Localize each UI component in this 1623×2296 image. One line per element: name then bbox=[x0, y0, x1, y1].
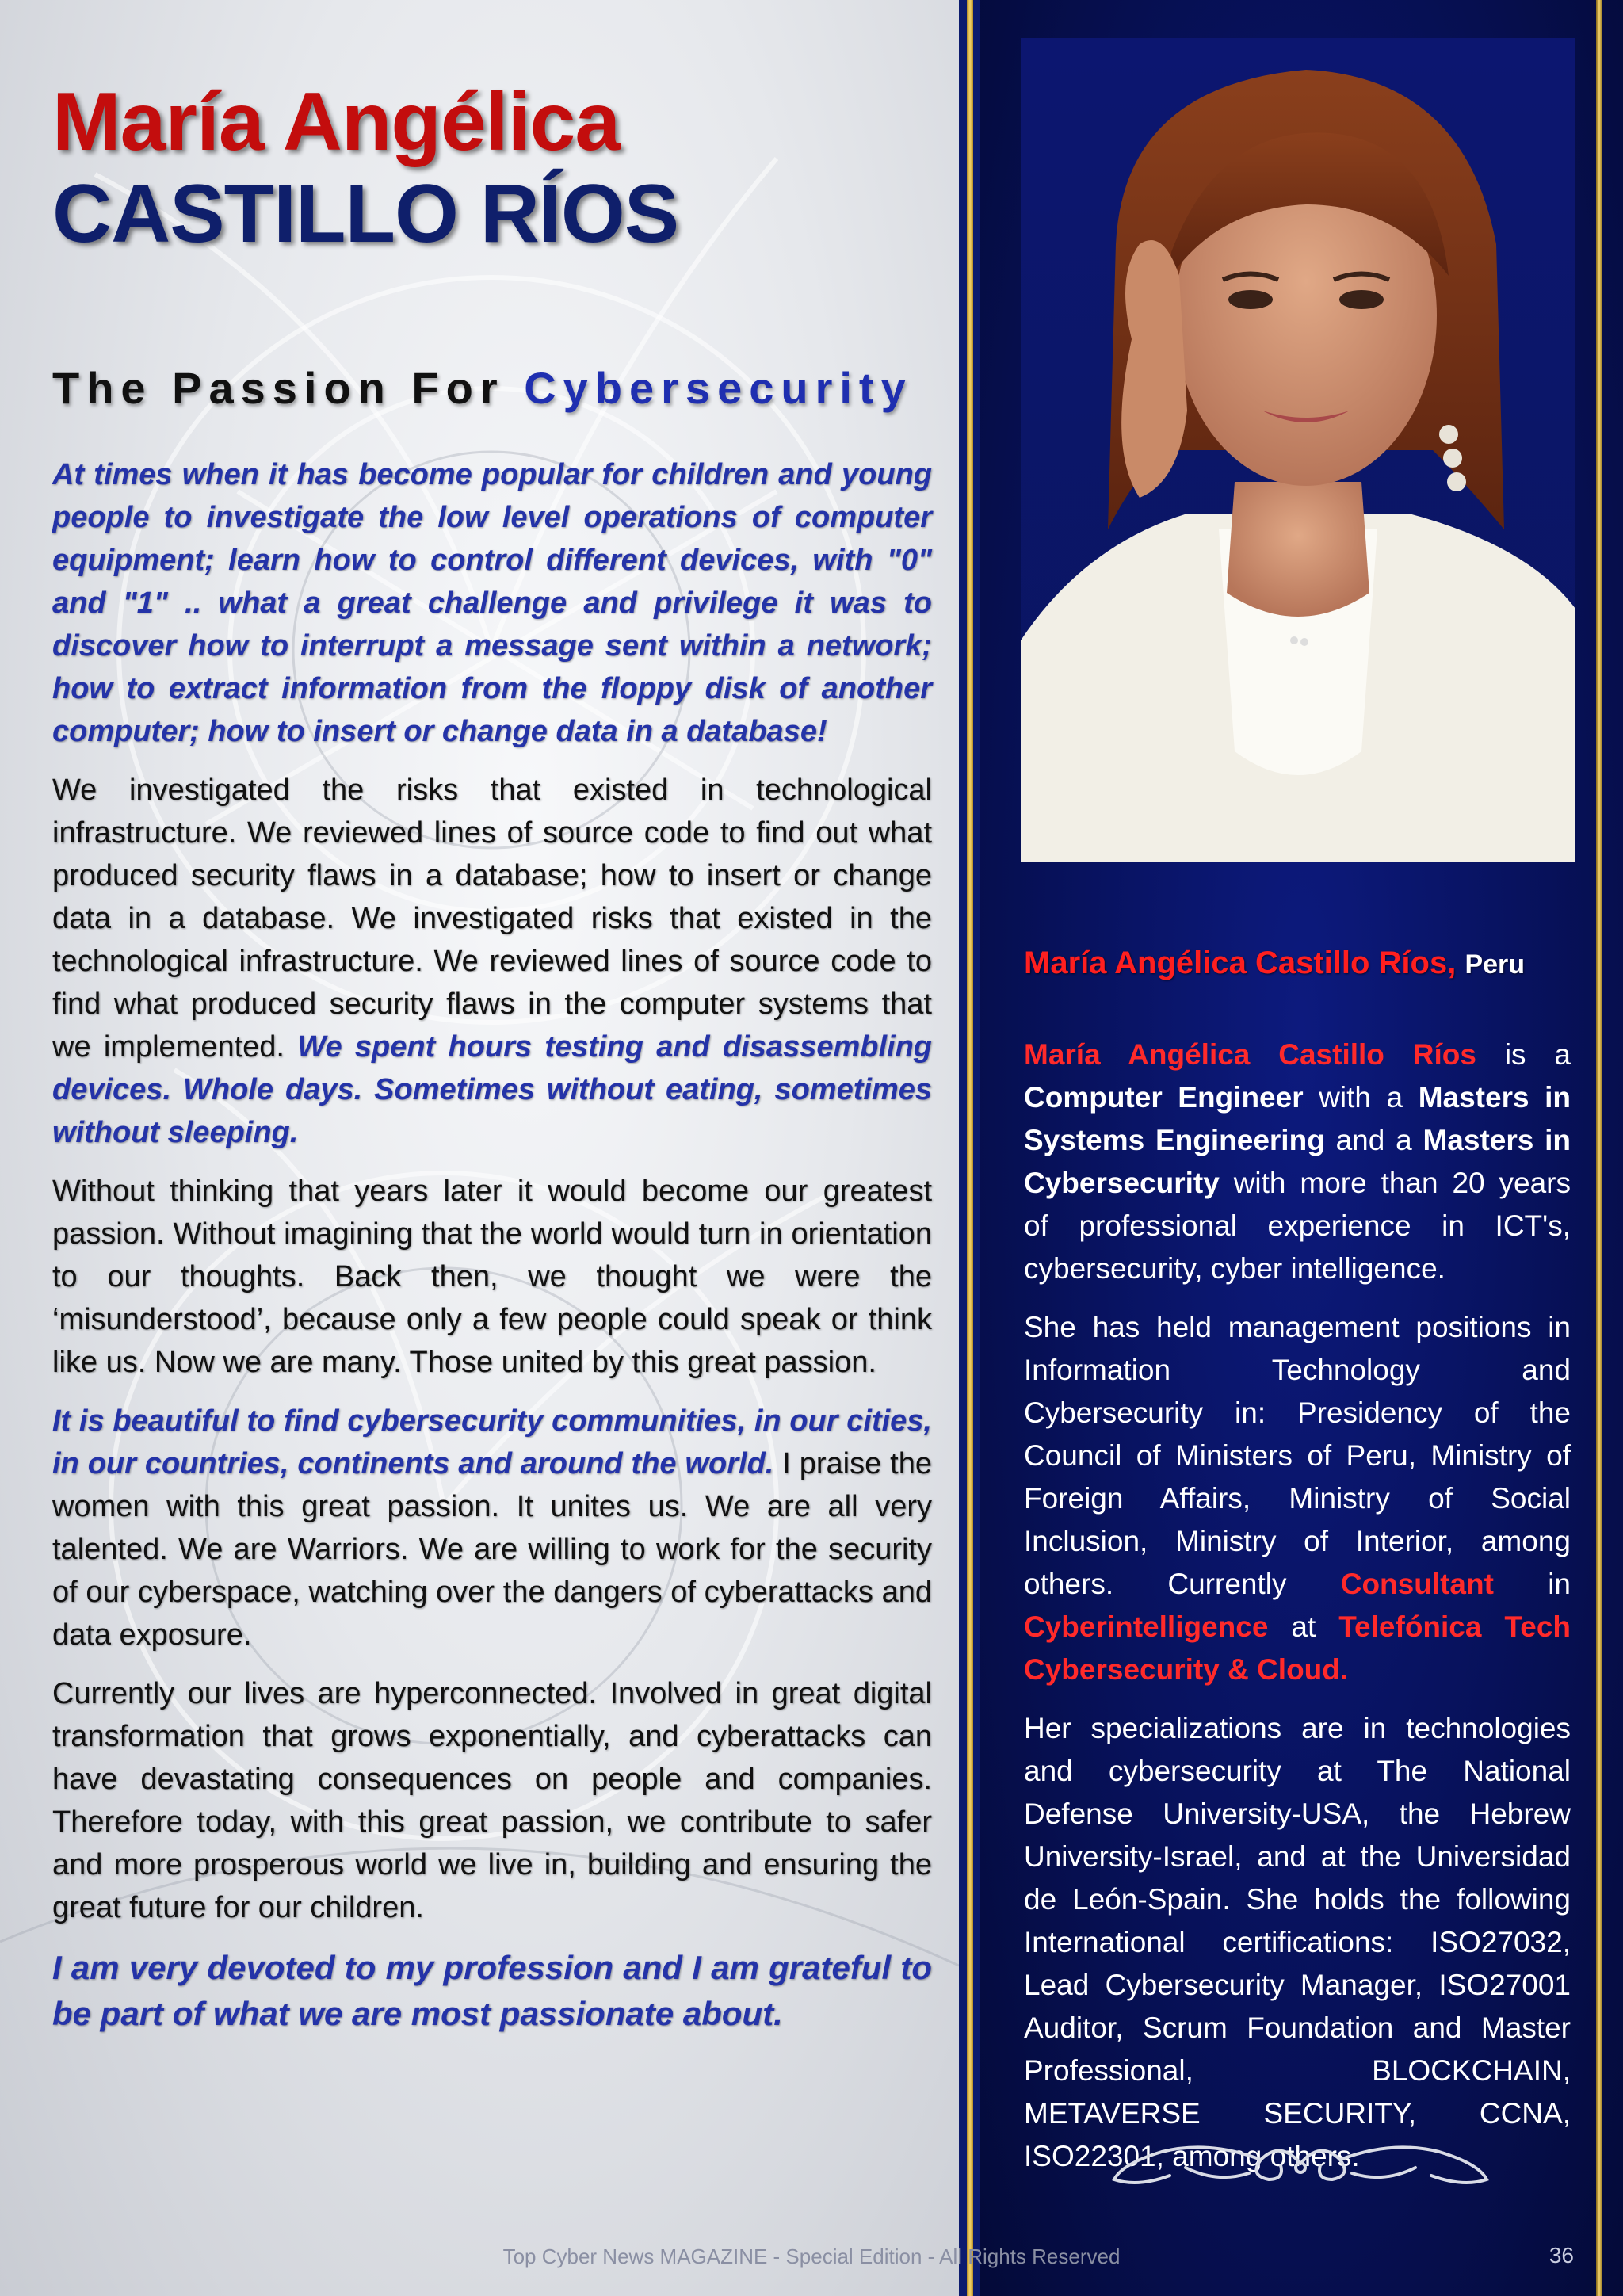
paragraph-2 bbox=[52, 769, 932, 1154]
role-cyberintelligence: Cyberintelligence bbox=[1024, 1610, 1269, 1643]
bio-heading-country: Peru bbox=[1465, 949, 1526, 980]
bio-text: and a bbox=[1324, 1124, 1423, 1156]
paragraph-2-text: We investigated the risks that existed in technological infrastructure. We reviewed lines of source code to find out what produced security flaws in a database; how to insert or change data in a database. We investigated risks that existed in the technological infrastructure. We reviewed lines of source code to find what produced security flaws in the computer systems that we implemented. bbox=[52, 773, 932, 1064]
subtitle-accent: Cybersecurity bbox=[524, 362, 913, 413]
paragraph-3: Without thinking that years later it would become our greatest passion. Without imagining that the world would turn in orientation to our thoughts. Back then, we thought we were the ‘misunderstood’, because only a few people could speak or think like us. Now we are many. Those united by this great passion. bbox=[52, 1174, 932, 1379]
bio-text: She has held management positions in Information Technology and Cybersecurity in: Presidency of the Council of Ministers of Peru, Ministry of Foreign Affairs, Ministry of Social Inclusion, Ministry of Interior, among others. Currently bbox=[1024, 1311, 1571, 1600]
paragraph-2-emphasis: We spent hours testing and disassembling devices. Whole days. Sometimes without eating, sometimes without sleeping. bbox=[52, 1030, 933, 1149]
bio-heading-name: María Angélica Castillo Ríos, bbox=[1024, 946, 1457, 980]
right-bio-panel bbox=[980, 0, 1623, 2296]
bio-section bbox=[1024, 942, 1571, 2194]
ornamental-flourish-icon bbox=[1090, 2124, 1510, 2203]
bio-name-highlight: María Angélica Castillo Ríos bbox=[1024, 1038, 1476, 1071]
paragraph-4 bbox=[52, 1400, 932, 1656]
bio-text: at bbox=[1268, 1610, 1339, 1643]
gold-edge-stripe bbox=[1596, 0, 1602, 2296]
page-number: 36 bbox=[1549, 2243, 1574, 2267]
intro-paragraph: At times when it has become popular for children and young people to investigate the low level operations of computer equipment; learn how to control different devices, with "0" and "1" .. what a great challenge and privilege it was to discover how to interrupt a message sent within a network; how to extract information from the floppy disk of another computer; how to insert or change data in a database! bbox=[52, 457, 932, 748]
role-consultant: Consultant bbox=[1340, 1568, 1494, 1600]
article-body bbox=[52, 76, 932, 2053]
paragraph-5: Currently our lives are hyperconnected. Involved in great digital transformation that grows exponentially, and cyberattacks can have devastating consequences on people and companies. Therefore today, with this great passion, we contribute to safer and more prosperous world we live in, building and ensuring the great future for our children. bbox=[52, 1676, 932, 1924]
author-first-name: María Angélica bbox=[52, 76, 621, 168]
bio-heading bbox=[1024, 942, 1571, 986]
degree-masters-systems: Masters in Systems Engineering bbox=[1024, 1081, 1571, 1156]
bio-text: is a bbox=[1476, 1038, 1571, 1071]
paragraph-4-emphasis: It is beautiful to find cybersecurity communities, in our cities, in our countries, continents and around the world. bbox=[52, 1404, 932, 1480]
degree-masters-cybersecurity: Masters in Cybersecurity bbox=[1024, 1124, 1571, 1199]
author-last-name: CASTILLO RÍOS bbox=[52, 168, 679, 261]
closing-statement: I am very devoted to my profession and I am grateful to be part of what we are most passionate about. bbox=[52, 1948, 932, 2032]
bio-text: in bbox=[1493, 1568, 1571, 1600]
bio-paragraph-3: Her specializations are in technologies and cybersecurity at The National Defense University-USA, the Hebrew University-Israel, and at the Universidad de León-Spain. She holds the following International certifications: ISO27032, Lead Cybersecurity Manager, ISO27001 Auditor, Scrum Foundation and Master Professional, BLOCKCHAIN, METAVERSE SECURITY, CCNA, ISO22301, among others. bbox=[1024, 1712, 1571, 2172]
article-subtitle bbox=[52, 362, 932, 414]
paragraph-4-text: I praise the women with this great passion. It unites us. We are all very talented. We are Warriors. We are willing to work for the security of our cyberspace, watching over the dangers of cyberattacks and data exposure. bbox=[52, 1446, 933, 1652]
employer-telefonica: Telefónica Tech Cybersecurity & Cloud. bbox=[1024, 1610, 1571, 1686]
degree-computer-engineer: Computer Engineer bbox=[1024, 1081, 1304, 1114]
bio-paragraph-1 bbox=[1024, 1033, 1571, 1290]
portrait-photo bbox=[1021, 38, 1575, 862]
bio-text: with more than 20 years of professional experience in ICT's, cybersecurity, cyber intelligence. bbox=[1024, 1167, 1571, 1285]
footer-copyright: Top Cyber News MAGAZINE - Special Edition - All Rights Reserved bbox=[502, 2244, 1121, 2268]
bio-paragraph-2 bbox=[1024, 1306, 1571, 1691]
bio-text: with a bbox=[1303, 1081, 1419, 1114]
subtitle-prefix: The Passion For bbox=[52, 362, 505, 413]
gold-column-divider bbox=[959, 0, 980, 2296]
